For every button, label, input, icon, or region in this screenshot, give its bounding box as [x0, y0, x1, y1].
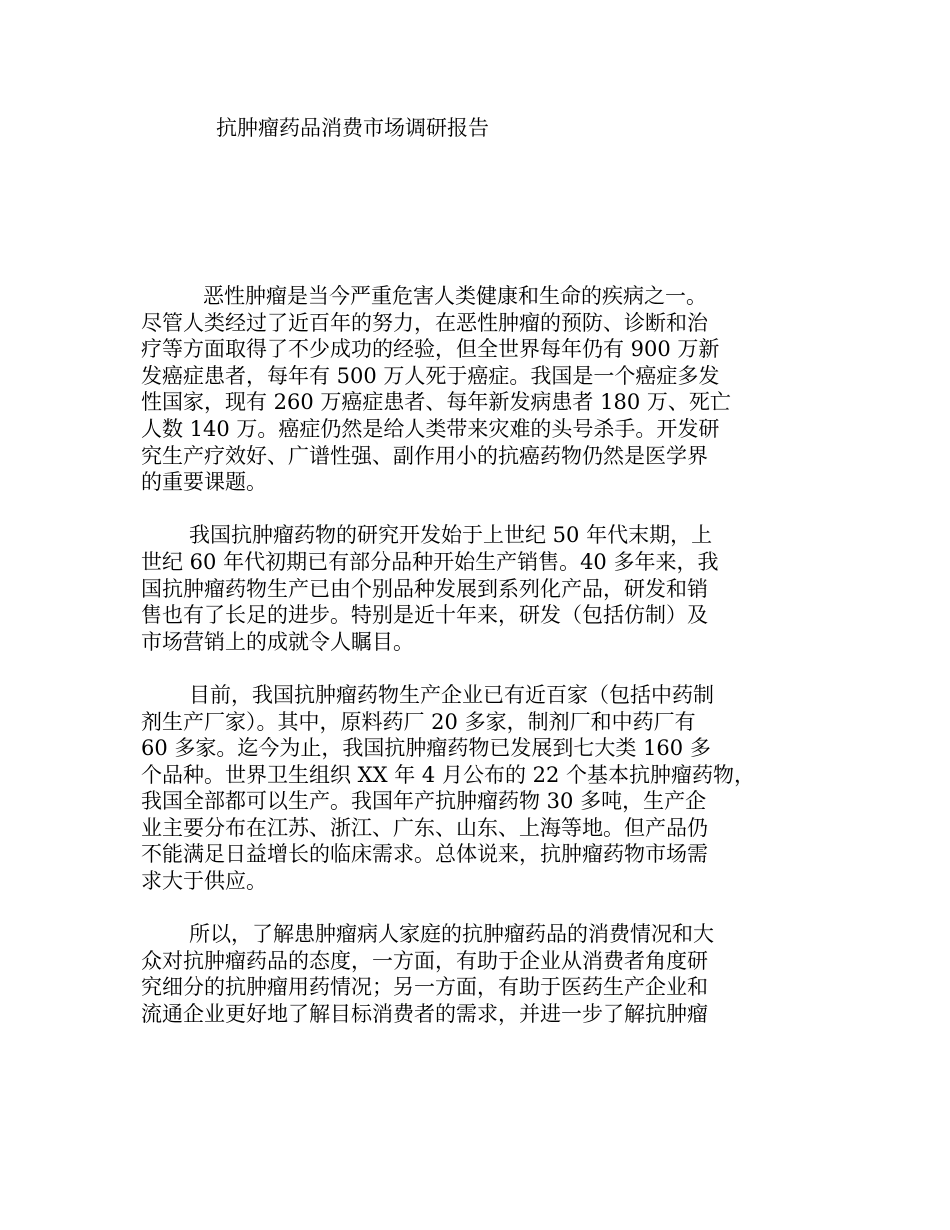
- paragraph-line: 售也有了长足的进步。特别是近十年来，研发（包括仿制）及: [141, 603, 708, 628]
- paragraph-3: [141, 682, 813, 895]
- paragraph-line: 不能满足日益增长的临床需求。总体说来，抗肿瘤药物市场需: [141, 842, 708, 867]
- paragraph-line: 我国全部都可以生产。我国年产抗肿瘤药物 30 多吨，生产企: [141, 789, 707, 814]
- paragraph-2: [141, 522, 813, 655]
- paragraph-line: 目前，我国抗肿瘤药物生产企业已有近百家（包括中药制: [189, 682, 714, 707]
- document-title: 抗肿瘤药品消费市场调研报告: [216, 116, 489, 140]
- paragraph-line: 我国抗肿瘤药物的研究开发始于上世纪 50 年代末期，上: [189, 523, 713, 548]
- paragraph-line: 的重要课题。: [141, 470, 267, 495]
- paragraph-line: 发癌症患者，每年有 500 万人死于癌症。我国是一个癌症多发: [141, 363, 720, 388]
- paragraph-line: 求大于供应。: [141, 869, 267, 894]
- paragraph-line: 究生产疗效好、广谱性强、副作用小的抗癌药物仍然是医学界: [141, 443, 708, 468]
- paragraph-line: 国抗肿瘤药物生产已由个别品种发展到系列化产品，研发和销: [141, 576, 708, 601]
- paragraph-line: 人数 140 万。癌症仍然是给人类带来灾难的头号杀手。开发研: [141, 416, 720, 441]
- paragraph-line: 所以，了解患肿瘤病人家庭的抗肿瘤药品的消费情况和大: [189, 922, 714, 947]
- paragraph-line: 世纪 60 年代初期已有部分品种开始生产销售。40 多年来，我: [141, 549, 719, 574]
- paragraph-line: 剂生产厂家）。其中，原料药厂 20 多家，制剂厂和中药厂有: [141, 709, 696, 734]
- paragraph-line: 流通企业更好地了解目标消费者的需求，并进一步了解抗肿瘤: [141, 1002, 708, 1027]
- document-body: [141, 283, 813, 1054]
- paragraph-line: 究细分的抗肿瘤用药情况；另一方面，有助于医药生产企业和: [141, 975, 708, 1000]
- paragraph-4: [141, 921, 813, 1027]
- paragraph-line: 市场营销上的成就令人瞩目。: [141, 629, 414, 654]
- paragraph-line: 尽管人类经过了近百年的努力，在恶性肿瘤的预防、诊断和治: [141, 310, 708, 335]
- paragraph-line: 恶性肿瘤是当今严重危害人类健康和生命的疾病之一。: [203, 284, 707, 308]
- paragraph-line: 业主要分布在江苏、浙江、广东、山东、上海等地。但产品仍: [141, 815, 708, 840]
- paragraph-1: [141, 283, 813, 496]
- paragraph-line: 60 多家。迄今为止，我国抗肿瘤药物已发展到七大类 160 多: [141, 736, 711, 761]
- paragraph-line: 疗等方面取得了不少成功的经验，但全世界每年仍有 900 万新: [141, 337, 720, 362]
- paragraph-line: 众对抗肿瘤药品的态度，一方面，有助于企业从消费者角度研: [141, 948, 708, 973]
- paragraph-line: 个品种。世界卫生组织 XX 年 4 月公布的 22 个基本抗肿瘤药物，: [141, 762, 756, 787]
- paragraph-line: 性国家，现有 260 万癌症患者、每年新发病患者 180 万、死亡: [141, 390, 731, 415]
